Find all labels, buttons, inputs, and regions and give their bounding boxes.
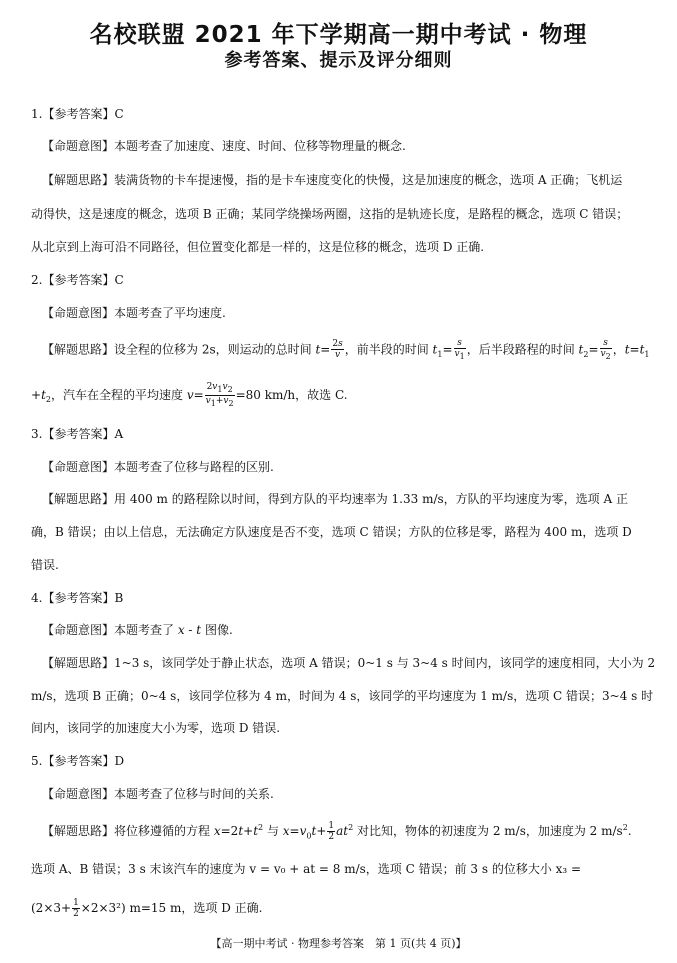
q3-solution-line: 【解题思路】用 400 m 的路程除以时间，得到方队的平均速率为 1.33 m/s，方队的平均速度为零，选项 A 正 xyxy=(42,492,628,506)
page-title: 名校联盟 2021 年下学期高一期中考试 · 物理 xyxy=(89,22,588,48)
q4-solution-line: m/s，选项 B 正确；0~4 s，该同学位移为 4 m，时间为 4 s，该同学的平均速度为 1 m/s，选项 C 错误；3~4 s 时 xyxy=(31,689,654,703)
q2-text: =80 km/h，故选 C. xyxy=(235,387,348,402)
q2-text: ，汽车在全程的平均速度 xyxy=(50,387,187,402)
q5-answer: 5.【参考答案】D xyxy=(31,754,125,768)
q2-answer: 2.【参考答案】C xyxy=(31,273,124,287)
q5-text: . xyxy=(627,824,632,838)
q1-intent: 【命题意图】本题考查了加速度、速度、时间、位移等物理量的概念. xyxy=(42,139,406,153)
q2-solution-line: 【解题思路】设全程的位移为 2s，则运动的总时间 t= $\frac{2s}{v}$ ，前半段的时间 $t_1=$ $\frac{s}{v_1}$ ，后半段路程的时间 $t_2=$ $\frac{s}{v_2}$ ，$t=t_1$ xyxy=(42,338,650,361)
q2-text: ，前半段的时间 xyxy=(344,342,433,357)
fraction: $\frac{s}{v_2}$ xyxy=(600,338,611,361)
q3-solution-line: 错误. xyxy=(31,558,59,572)
q2-text: 【解题思路】设全程的位移为 2s，则运动的总时间 xyxy=(42,342,316,357)
q2-text: ， xyxy=(612,342,625,357)
page-footer: 【高一期中考试 · 物理参考答案 第 1 页(共 4 页)】 xyxy=(210,937,467,950)
q1-solution-line: 【解题思路】装满货物的卡车提速慢，指的是卡车速度变化的快慢，这是加速度的概念，选项 A 正确；飞机运 xyxy=(42,173,623,187)
q5-text: 【解题思路】将位移遵循的方程 xyxy=(42,824,214,838)
q3-intent: 【命题意图】本题考查了位移与路程的区别. xyxy=(42,460,274,474)
fraction: $\frac{s}{v_1}$ xyxy=(454,338,465,361)
q4-text: 图像. xyxy=(201,623,233,637)
q4-solution-line: 间内，该同学的加速度大小为零，选项 D 错误. xyxy=(31,721,281,735)
q5-solution-line: 【解题思路】将位移遵循的方程 $x=2t+t^2$ 与 $x=v_0t+$ $\frac{1}{2}$ $at^2$ 对比知，物体的初速度为 2 m/s，加速度为 2 $m/s^2$. xyxy=(42,821,632,842)
fraction: $\frac{1}{2}$ xyxy=(328,821,335,842)
q5-text: (2×3+ xyxy=(31,901,72,915)
page-subtitle: 参考答案、提示及评分细则 xyxy=(224,50,453,71)
q3-answer: 3.【参考答案】A xyxy=(31,427,124,441)
fraction: $\frac{2v_1v_2}{v_1+v_2}$ xyxy=(205,382,234,408)
q2-text: + xyxy=(31,387,42,402)
fraction: $\frac{1}{2}$ xyxy=(73,898,79,919)
q2-intent: 【命题意图】本题考查了平均速度. xyxy=(42,306,226,320)
q4-solution-line: 【解题思路】1~3 s，该同学处于静止状态，选项 A 错误；0~1 s 与 3~4 s 时间内，该同学的速度相同，大小为 2 xyxy=(42,656,656,670)
q1-solution-line: 从北京到上海可沿不同路径，但位置变化都是一样的，这是位移的概念，选项 D 正确. xyxy=(31,240,485,254)
q2-solution-line: $+t_2$，汽车在全程的平均速度 v= $\frac{2v_1v_2}{v_1+v_2}$ =80 km/h，故选 C. xyxy=(31,382,348,408)
q3-solution-line: 确，B 错误；由以上信息，无法确定方队速度是否不变，选项 C 错误；方队的位移是零，路程为 400 m，选项 D xyxy=(31,525,632,539)
q4-text: 【命题意图】本题考查了 xyxy=(42,623,178,637)
q1-solution-line: 动得快，这是速度的概念，选项 B 正确；某同学绕操场两圈，这指的是轨迹长度，是路程的概念，选项 C 错误； xyxy=(31,207,629,221)
q5-intent: 【命题意图】本题考查了位移与时间的关系. xyxy=(42,787,274,801)
q4-intent: 【命题意图】本题考查了 x - t 图像. xyxy=(42,623,233,637)
q5-solution-line: 选项 A、B 错误；3 s 末该汽车的速度为 v = v₀ + at = 8 m/s，选项 C 错误；前 3 s 的位移大小 x₃ = xyxy=(31,862,582,876)
q2-text: ，后半段路程的时间 xyxy=(466,342,579,357)
fraction: $\frac{2s}{v}$ xyxy=(332,339,343,361)
q1-answer: 1.【参考答案】C xyxy=(31,107,124,121)
q5-text: 对比知，物体的初速度为 2 m/s，加速度为 2 m/s xyxy=(353,824,623,838)
q5-text: ×2×3²) m=15 m，选项 D 正确. xyxy=(80,901,263,915)
q4-answer: 4.【参考答案】B xyxy=(31,591,124,605)
q5-solution-line xyxy=(31,898,262,919)
